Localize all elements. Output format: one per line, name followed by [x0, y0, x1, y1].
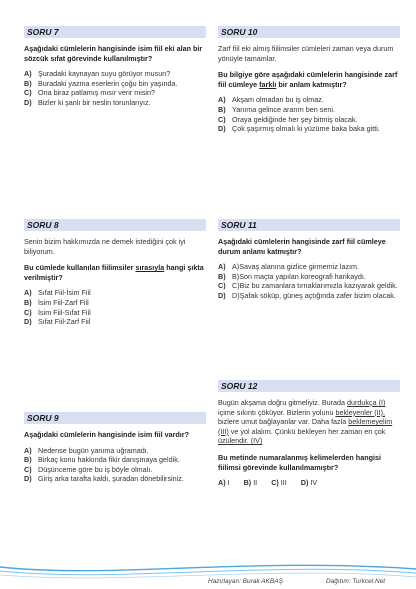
question-9-header: SORU 9 — [24, 412, 206, 424]
option-d[interactable]: D) Bizler ki şanlı bir neslin torunlarıyız. — [24, 97, 151, 107]
question-12-header: SORU 12 — [218, 380, 400, 392]
option-d[interactable]: D) Giriş arka tarafta kaldı, şuradan dönebilirsiniz. — [24, 474, 184, 484]
question-8-text: Senin bizim hakkımızda ne demek istediğini çok iyi biliyorum. — [24, 237, 186, 256]
question-10-text: Zarf fiil eki almış fiilimsiler cümleleri zaman veya durum yönüyle tamamlar. — [218, 44, 394, 63]
option-d[interactable]: D) D)Şafak söküp, güneş açtığında zafer bizim olacak. — [218, 290, 396, 300]
question-8-header: SORU 8 — [24, 219, 206, 231]
option-d[interactable]: D) IV — [300, 478, 318, 488]
option-c[interactable]: C) İsim Fiil-Sıfat Fiil — [24, 307, 91, 317]
option-b[interactable]: B) II — [243, 478, 258, 488]
option-a[interactable]: A) Nedense bugün yanıma uğramadı. — [24, 445, 149, 455]
question-10-header: SORU 10 — [218, 26, 400, 38]
option-a[interactable]: A) Akşam olmadan bu iş olmaz. — [218, 95, 324, 105]
option-c[interactable]: C) Düşünceme göre bu iş böyle olmalı. — [24, 464, 153, 474]
option-c[interactable]: C) Ona biraz patlamış mısır verir misin? — [24, 88, 156, 98]
question-7-stem: Aşağıdaki cümlelerin hangisinde isim fiil eki alan bir sözcük sıfat görevinde kullanılmıştır? — [24, 44, 203, 63]
footer-distribution: Dağıtım: Turkcel.Net — [326, 578, 386, 585]
option-b[interactable]: B) B)Son maçta yapılan koreografi harikaydı. — [218, 271, 366, 281]
question-10 — [218, 26, 400, 134]
question-12 — [218, 380, 400, 488]
question-7 — [24, 26, 206, 108]
option-b[interactable]: B) Yanıma gelince ararım ben seni. — [218, 104, 335, 114]
option-b[interactable]: B) Birkaç konu hakkında fikir danışmaya geldik. — [24, 455, 180, 465]
option-a[interactable]: A) Sıfat Fiil-İsim Fiil — [24, 288, 91, 298]
question-12-stem: Bu metinde numaralanmış kelimelerden hangisi fiilimsi görevinde kullanılmamıştır? — [218, 452, 381, 472]
question-9-stem: Aşağıdaki cümlelerin hangisinde isim fiil vardır? — [24, 430, 189, 439]
question-7-header: SORU 7 — [24, 26, 206, 38]
footer-author: Hazırlayan: Burak AKBAŞ — [208, 578, 283, 585]
question-9 — [24, 412, 206, 484]
option-c[interactable]: C) C)Biz bu zamanlara tırnaklarımızla kazıyarak geldik. — [218, 281, 398, 291]
option-c[interactable]: C) Oraya geldiğinde her şey bitmiş olacak. — [218, 114, 358, 124]
question-11-header: SORU 11 — [218, 219, 400, 231]
option-d[interactable]: D) Çok şaşırmış olmalı ki yüzüme baka baka gitti. — [218, 124, 380, 134]
option-a[interactable]: A) I — [218, 478, 230, 488]
question-10-stem: Bu bilgiye göre aşağıdaki cümlelerin hangisinde zarf fiil cümleye farklı bir anlam katmıştır? — [218, 70, 398, 89]
option-b[interactable]: B) İsim Fiil-Zarf Fiil — [24, 297, 89, 307]
question-11-stem: Aşağıdaki cümlelerin hangisinde zarf fiil cümleye durum anlamı katmıştır? — [218, 237, 386, 256]
option-a[interactable]: A) A)Savaş alanına gizlice girmemiz lazım. — [218, 262, 360, 272]
question-12-text: Bugün akşama doğru gitmeliyiz. Burada durdukça (I) içime sıkıntı çöküyor. Bizlerin yolunu bekleyenler (II), bizlere umut bağlayanlar var. Daha fazla beklemeyelim (III) ve yol alalım. Çünkü bekleyen her zaman en çok üzülendir. (IV) — [218, 398, 393, 446]
option-d[interactable]: D) Sıfat Fiil-Zarf Fiil — [24, 317, 91, 327]
question-8 — [24, 219, 206, 327]
option-a[interactable]: A) Şuradaki kaynayan suyu görüyor musun? — [24, 69, 171, 79]
option-b[interactable]: B) Buradaki yazma eserlerin çoğu bin yaşında. — [24, 78, 178, 88]
option-c[interactable]: C) III — [271, 478, 287, 488]
question-12-options — [218, 478, 400, 488]
question-11 — [218, 219, 400, 301]
question-8-stem: Bu cümlede kullanılan fiilimsiler sırasıyla hangi şıkta verilmiştir? — [24, 263, 204, 282]
